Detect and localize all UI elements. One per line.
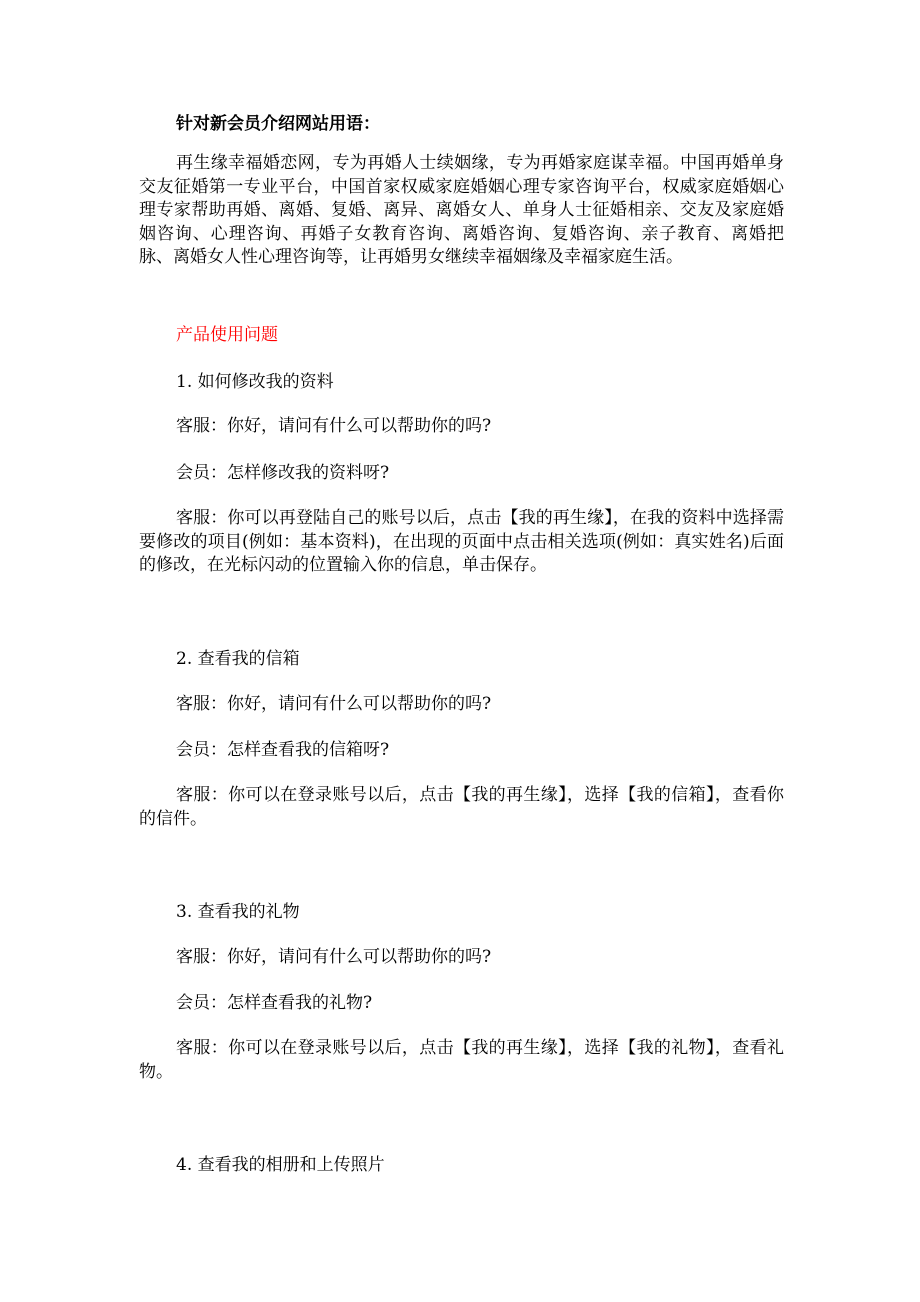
question-1-member-question: 会员：怎样修改我的资料呀? <box>176 463 390 483</box>
question-1-service-answer: 客服：你可以再登陆自己的账号以后，点击【我的再生缘】，在我的资料中选择需要修改的项目(例如：基本资料)，在出现的页面中点击相关选项(例如：真实姓名)后面的修改，在光标闪动的位置输入你的信息，单击保存。 <box>139 508 784 576</box>
document-title: 针对新会员介绍网站用语： <box>176 114 380 134</box>
question-3-service-answer: 客服：你可以在登录账号以后，点击【我的再生缘】，选择【我的礼物】，查看礼物。 <box>139 1038 784 1082</box>
question-3-title: 3. 查看我的礼物 <box>176 902 300 922</box>
question-2-member-question: 会员：怎样查看我的信箱呀? <box>176 740 390 760</box>
section-heading: 产品使用问题 <box>176 325 278 345</box>
question-2-service-answer: 客服：你可以在登录账号以后，点击【我的再生缘】，选择【我的信箱】，查看你的信件。 <box>139 785 784 829</box>
question-2-service-greeting: 客服：你好，请问有什么可以帮助你的吗? <box>176 694 492 714</box>
question-3-service-greeting: 客服：你好，请问有什么可以帮助你的吗? <box>176 947 492 967</box>
question-4-title: 4. 查看我的相册和上传照片 <box>176 1155 385 1175</box>
intro-paragraph: 再生缘幸福婚恋网，专为再婚人士续姻缘，专为再婚家庭谋幸福。中国再婚单身交友征婚第一专业平台，中国首家权威家庭婚姻心理专家咨询平台，权威家庭婚姻心理专家帮助再婚、离婚、复婚、离异、离婚女人、单身人士征婚相亲、交友及家庭婚姻咨询、心理咨询、再婚子女教育咨询、离婚咨询、复婚咨询、亲子教育、离婚把脉、离婚女人性心理咨询等，让再婚男女继续幸福姻缘及幸福家庭生活。 <box>139 153 784 268</box>
question-1-title: 1. 如何修改我的资料 <box>176 372 334 392</box>
question-2-title: 2. 查看我的信箱 <box>176 649 300 669</box>
question-3-member-question: 会员：怎样查看我的礼物? <box>176 993 373 1013</box>
question-1-service-greeting: 客服：你好，请问有什么可以帮助你的吗? <box>176 416 492 436</box>
